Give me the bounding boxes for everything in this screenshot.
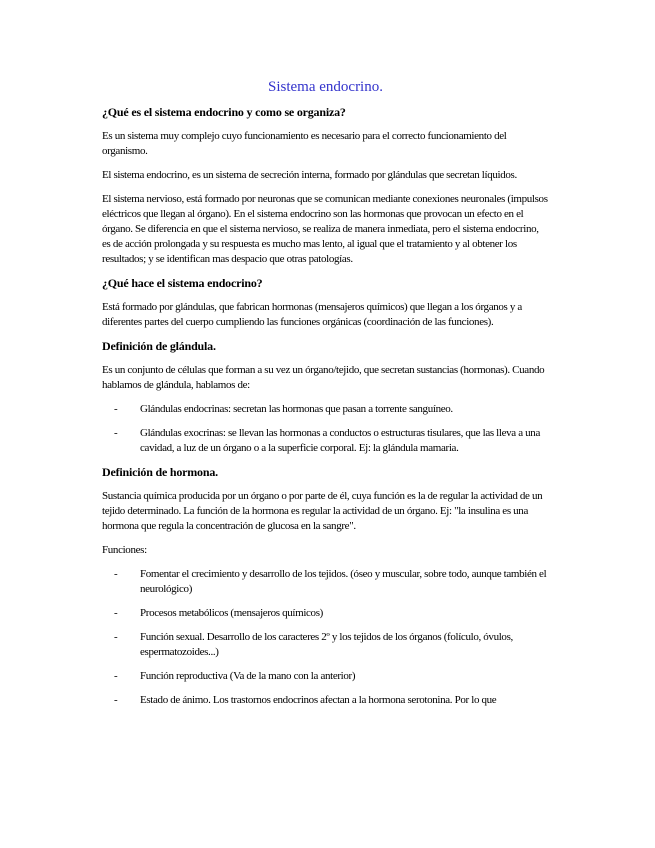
bullet-list bbox=[102, 402, 549, 456]
list-item bbox=[102, 693, 549, 708]
paragraph: Funciones: bbox=[102, 544, 147, 556]
bullet-dash: - bbox=[114, 607, 118, 619]
list-item bbox=[102, 606, 549, 621]
paragraph: Sustancia química producida por un órgano o por parte de él, cuya función es la de regular la actividad de un tejido determinado. La función de la hormona es regular la actividad de un órgano. Ej: "la insulina es una hormona que regula la concentración de glucosa en la sangre". bbox=[102, 490, 543, 532]
list-item bbox=[102, 402, 549, 417]
paragraph: Está formado por glándulas, que fabrican hormonas (mensajeros químicos) que llegan a los órganos y a diferentes partes del cuerpo cumpliendo las funciones orgánicas (coordinación de las funciones). bbox=[102, 301, 522, 328]
list-item bbox=[102, 426, 549, 456]
bullet-dash: - bbox=[114, 631, 118, 643]
list-item-text: Glándulas endocrinas: secretan las hormonas que pasan a torrente sanguíneo. bbox=[140, 403, 453, 415]
section-heading: ¿Qué es el sistema endocrino y como se organiza? bbox=[102, 105, 346, 119]
paragraph: Es un sistema muy complejo cuyo funcionamiento es necesario para el correcto funcionamiento del organismo. bbox=[102, 130, 507, 157]
list-item-text: Procesos metabólicos (mensajeros químicos) bbox=[140, 607, 323, 619]
list-item bbox=[102, 669, 549, 684]
bullet-dash: - bbox=[114, 403, 118, 415]
list-item bbox=[102, 567, 549, 597]
bullet-dash: - bbox=[114, 694, 118, 706]
bullet-dash: - bbox=[114, 427, 118, 439]
page-title: Sistema endocrino. bbox=[268, 79, 383, 95]
paragraph: El sistema nervioso, está formado por neuronas que se comunican mediante conexiones neuronales (impulsos eléctricos que llegan al órgano). En el sistema endocrino son las hormonas que provocan un efecto en el órgano. Se diferencia en que el sistema nervioso, se realiza de manera inmediata, pero el sistema endocrino, es de acción prolongada y su respuesta es mucho mas lento, al igual que el tratamiento y al obtener los resultados; y se identifican mas despacio que otras patologías. bbox=[102, 193, 548, 265]
section-heading: ¿Qué hace el sistema endocrino? bbox=[102, 276, 263, 290]
section-heading: Definición de glándula. bbox=[102, 339, 216, 353]
bullet-dash: - bbox=[114, 568, 118, 580]
list-item bbox=[102, 630, 549, 660]
paragraph: El sistema endocrino, es un sistema de secreción interna, formado por glándulas que secretan líquidos. bbox=[102, 169, 517, 181]
section-heading: Definición de hormona. bbox=[102, 465, 218, 479]
list-item-text: Función reproductiva (Va de la mano con la anterior) bbox=[140, 670, 356, 682]
bullet-dash: - bbox=[114, 670, 118, 682]
list-item-text: Estado de ánimo. Los trastornos endocrinos afectan a la hormona serotonina. Por lo que bbox=[140, 694, 497, 706]
list-item-text: Función sexual. Desarrollo de los caracteres 2º y los tejidos de los órganos (folículo, óvulos, espermatozoides...) bbox=[140, 631, 513, 658]
paragraph: Es un conjunto de células que forman a su vez un órgano/tejido, que secretan sustancias (hormonas). Cuando hablamos de glándula, hablamos de: bbox=[102, 364, 545, 391]
list-item-text: Fomentar el crecimiento y desarrollo de los tejidos. (óseo y muscular, sobre todo, aunque también el neurológico) bbox=[140, 568, 547, 595]
list-item-text: Glándulas exocrinas: se llevan las hormonas a conductos o estructuras tisulares, que las lleva a una cavidad, a luz de un órgano o a la superficie corporal. Ej: la glándula mamaria. bbox=[140, 427, 540, 454]
bullet-list bbox=[102, 567, 549, 708]
